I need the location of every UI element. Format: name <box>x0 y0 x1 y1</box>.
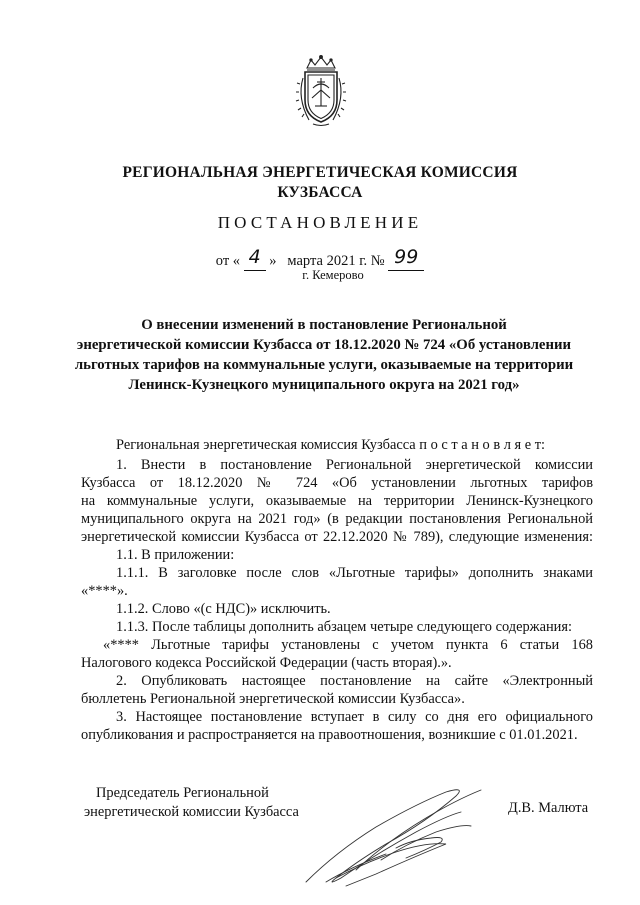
paragraph-line: Кузбасса от 18.12.2020 № 724 «Об установлении льготных тарифов <box>81 475 593 491</box>
coat-of-arms-icon <box>293 54 349 128</box>
paragraph-1-1-1 <box>81 564 593 600</box>
paragraph-1-1-3: 1.1.3. После таблицы дополнить абзацем четыре следующего содержания: <box>116 619 572 635</box>
date-prefix: от « <box>215 253 241 269</box>
organization-name-line2: КУЗБАССА <box>277 184 363 201</box>
position-line: энергетической комиссии Кузбасса <box>84 804 299 820</box>
title-line: О внесении изменений в постановление Региональной <box>141 317 507 333</box>
paragraph-2 <box>81 672 593 708</box>
signatory-name: Д.В. Малюта <box>508 800 589 816</box>
paragraph-1-1-2: 1.1.2. Слово «(с НДС)» исключить. <box>116 601 331 617</box>
paragraph-line: Налогового кодекса Российской Федерации (часть вторая).». <box>81 655 452 671</box>
doc-number: 99 <box>394 246 419 268</box>
organization-name-line1: РЕГИОНАЛЬНАЯ ЭНЕРГЕТИЧЕСКАЯ КОМИССИЯ <box>122 164 518 181</box>
paragraph-line: 1. Внести в постановление Региональной энергетической комиссии <box>116 457 593 473</box>
date-day: 4 <box>248 246 261 268</box>
paragraph-3 <box>81 708 593 744</box>
intro-paragraph: Региональная энергетическая комиссия Кузбасса п о с т а н о в л я е т: <box>116 437 545 453</box>
paragraph-line: энергетической комиссии Кузбасса от 22.12.2020 № 789), следующие изменения: <box>81 529 593 545</box>
city: г. Кемерово <box>302 268 364 282</box>
paragraph-line: 1.1.1. В заголовке после слов «Льготные тарифы» дополнить знаками <box>116 565 593 581</box>
paragraph-line: на коммунальные услуги, оказываемые на территории Ленинск-Кузнецкого <box>81 493 593 509</box>
paragraph-line: «****». <box>81 583 128 599</box>
paragraph-line: опубликования и распространяется на правоотношения, возникшие с 01.01.2021. <box>81 727 578 743</box>
paragraph-line: муниципального округа на 2021 год» (в редакции постановления Региональной <box>81 511 593 527</box>
paragraph-line: 2. Опубликовать настоящее постановление на сайте «Электронный <box>116 673 593 689</box>
position-line: Председатель Региональной <box>96 785 269 801</box>
date-month-year: марта 2021 г. № <box>287 253 385 269</box>
paragraph-1-1: 1.1. В приложении: <box>116 547 235 563</box>
handwritten-signature-icon <box>296 782 496 892</box>
paragraph-line: 3. Настоящее постановление вступает в силу со дня его официального <box>116 709 593 725</box>
quote-paragraph <box>81 636 593 672</box>
title-line: льготных тарифов на коммунальные услуги, оказываемые на территории <box>74 357 574 373</box>
signatory-position <box>84 784 299 822</box>
paragraph-line: «**** Льготные тарифы установлены с учетом пункта 6 статьи 168 <box>103 637 593 653</box>
title-line: энергетической комиссии Кузбасса от 18.12.2020 № 724 «Об установлении <box>76 337 572 353</box>
date-separator: » <box>269 253 277 269</box>
title-line: Ленинск-Кузнецкого муниципального округа на 2021 год» <box>128 377 520 393</box>
document-type: ПОСТАНОВЛЕНИЕ <box>217 213 423 232</box>
paragraph-1 <box>81 456 593 546</box>
paragraph-line: бюллетень Региональной энергетической комиссии Кузбасса». <box>81 691 465 707</box>
document-title <box>64 315 584 395</box>
